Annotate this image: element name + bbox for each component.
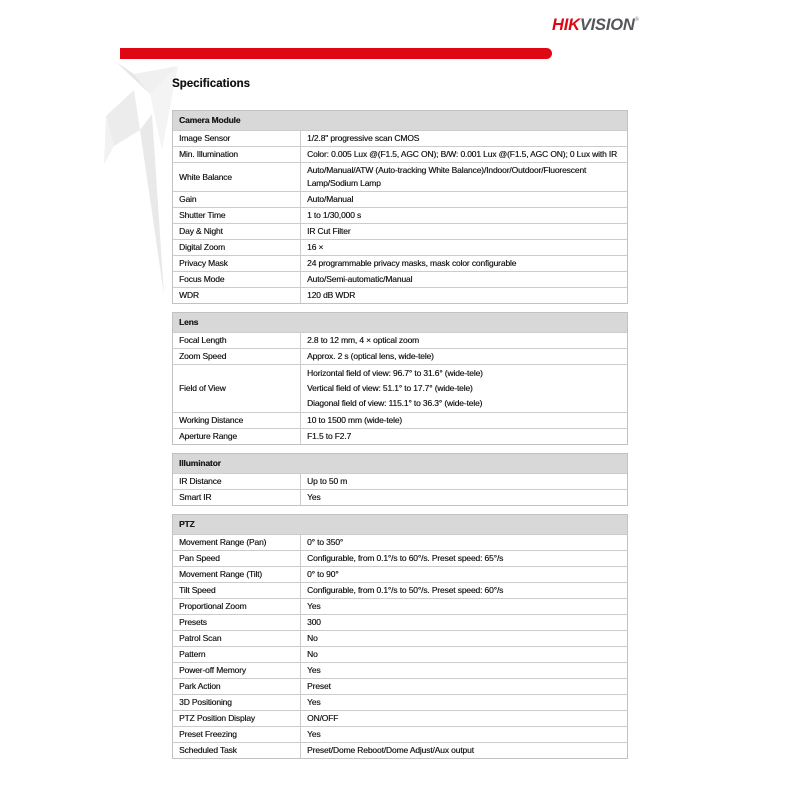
table-row: [173, 726, 627, 742]
table-row: [173, 348, 627, 364]
table-row: [173, 614, 627, 630]
table-row: [173, 742, 627, 758]
row-label: Presets: [173, 615, 301, 630]
row-value: 16 ×: [307, 242, 324, 252]
row-value: Up to 50 m: [307, 476, 348, 486]
row-value: 24 programmable privacy masks, mask color configurable: [307, 258, 517, 268]
table-row: [173, 489, 627, 505]
row-label: Digital Zoom: [173, 240, 301, 255]
row-label: Day & Night: [173, 224, 301, 239]
row-label: Pattern: [173, 647, 301, 662]
row-value: Preset: [307, 681, 331, 691]
table-row: [173, 146, 627, 162]
row-value: Configurable, from 0.1°/s to 50°/s. Preset speed: 60°/s: [307, 585, 504, 595]
section-header: Illuminator: [173, 454, 627, 473]
row-label: Patrol Scan: [173, 631, 301, 646]
spec-section: [172, 312, 628, 445]
row-label: Movement Range (Tilt): [173, 567, 301, 582]
row-label: Tilt Speed: [173, 583, 301, 598]
row-value: Configurable, from 0.1°/s to 60°/s. Preset speed: 65°/s: [307, 553, 504, 563]
table-row: [173, 694, 627, 710]
row-label: Privacy Mask: [173, 256, 301, 271]
table-row: [173, 364, 627, 412]
table-row: [173, 428, 627, 444]
row-value: Yes: [307, 697, 321, 707]
row-label: Power-off Memory: [173, 663, 301, 678]
row-value: Yes: [307, 492, 321, 502]
row-label: IR Distance: [173, 474, 301, 489]
section-header: Lens: [173, 313, 627, 332]
row-label: Scheduled Task: [173, 743, 301, 758]
table-row: [173, 207, 627, 223]
table-row: [173, 191, 627, 207]
table-row: [173, 534, 627, 550]
row-value: No: [307, 649, 318, 659]
row-label: WDR: [173, 288, 301, 303]
row-value: Auto/Manual/ATW (Auto-tracking White Balance)/Indoor/Outdoor/Fluorescent Lamp/Sodium Lamp: [307, 165, 587, 188]
row-value: 1/2.8" progressive scan CMOS: [307, 133, 420, 143]
row-value: Auto/Semi-automatic/Manual: [307, 274, 413, 284]
row-label: Gain: [173, 192, 301, 207]
table-row: [173, 332, 627, 348]
table-row: [173, 678, 627, 694]
hikvision-logo: [552, 16, 639, 35]
spec-section: [172, 514, 628, 759]
row-value: 0° to 350°: [307, 537, 344, 547]
value-line: Vertical field of view: 51.1° to 17.7° (wide-tele): [307, 383, 473, 393]
table-row: [173, 662, 627, 678]
row-value: F1.5 to F2.7: [307, 431, 352, 441]
row-label: Focus Mode: [173, 272, 301, 287]
section-header: PTZ: [173, 515, 627, 534]
table-row: [173, 473, 627, 489]
row-value: Yes: [307, 601, 321, 611]
row-label: Image Sensor: [173, 131, 301, 146]
table-row: [173, 598, 627, 614]
table-row: [173, 566, 627, 582]
row-label: Aperture Range: [173, 429, 301, 444]
section-header: Camera Module: [173, 111, 627, 130]
row-label: Movement Range (Pan): [173, 535, 301, 550]
row-value: [301, 365, 627, 412]
row-label: PTZ Position Display: [173, 711, 301, 726]
row-label: Preset Freezing: [173, 727, 301, 742]
row-value: ON/OFF: [307, 713, 339, 723]
table-row: [173, 646, 627, 662]
row-value: Yes: [307, 665, 321, 675]
row-value: 0° to 90°: [307, 569, 339, 579]
row-label: Proportional Zoom: [173, 599, 301, 614]
row-label: Min. Illumination: [173, 147, 301, 162]
row-value: Auto/Manual: [307, 194, 354, 204]
value-line: Horizontal field of view: 96.7° to 31.6° (wide-tele): [307, 368, 483, 378]
value-line: Diagonal field of view: 115.1° to 36.3° (wide-tele): [307, 398, 483, 408]
row-label: White Balance: [173, 163, 301, 191]
row-label: Field of View: [173, 365, 301, 412]
table-row: [173, 287, 627, 303]
table-row: [173, 550, 627, 566]
table-row: [173, 255, 627, 271]
table-row: [173, 130, 627, 146]
table-row: [173, 710, 627, 726]
table-row: [173, 412, 627, 428]
content-area: [172, 78, 628, 767]
table-row: [173, 162, 627, 191]
row-value: Preset/Dome Reboot/Dome Adjust/Aux output: [307, 745, 474, 755]
row-value: 1 to 1/30,000 s: [307, 210, 361, 220]
row-value: 2.8 to 12 mm, 4 × optical zoom: [307, 335, 419, 345]
row-value: 120 dB WDR: [307, 290, 356, 300]
logo-vision-text: VISION: [579, 16, 635, 34]
row-label: Zoom Speed: [173, 349, 301, 364]
row-label: Pan Speed: [173, 551, 301, 566]
row-value: 10 to 1500 mm (wide-tele): [307, 415, 402, 425]
row-value: 300: [307, 617, 321, 627]
row-value: Color: 0.005 Lux @(F1.5, AGC ON); B/W: 0.001 Lux @(F1.5, AGC ON); 0 Lux with IR: [307, 149, 617, 159]
table-row: [173, 271, 627, 287]
registered-trademark-icon: ®: [634, 17, 639, 23]
spec-tables: [172, 110, 628, 759]
row-label: Park Action: [173, 679, 301, 694]
table-row: [173, 582, 627, 598]
row-label: Smart IR: [173, 490, 301, 505]
spec-section: [172, 110, 628, 304]
row-label: 3D Positioning: [173, 695, 301, 710]
spec-section: [172, 453, 628, 506]
table-row: [173, 223, 627, 239]
row-value: IR Cut Filter: [307, 226, 351, 236]
red-banner-divider: [120, 48, 552, 59]
row-value: Yes: [307, 729, 321, 739]
table-row: [173, 239, 627, 255]
row-label: Focal Length: [173, 333, 301, 348]
row-label: Shutter Time: [173, 208, 301, 223]
row-value: No: [307, 633, 318, 643]
page-title: Specifications: [172, 78, 250, 90]
table-row: [173, 630, 627, 646]
row-value: Approx. 2 s (optical lens, wide-tele): [307, 351, 434, 361]
row-label: Working Distance: [173, 413, 301, 428]
logo-hik-text: HIK: [552, 16, 580, 34]
